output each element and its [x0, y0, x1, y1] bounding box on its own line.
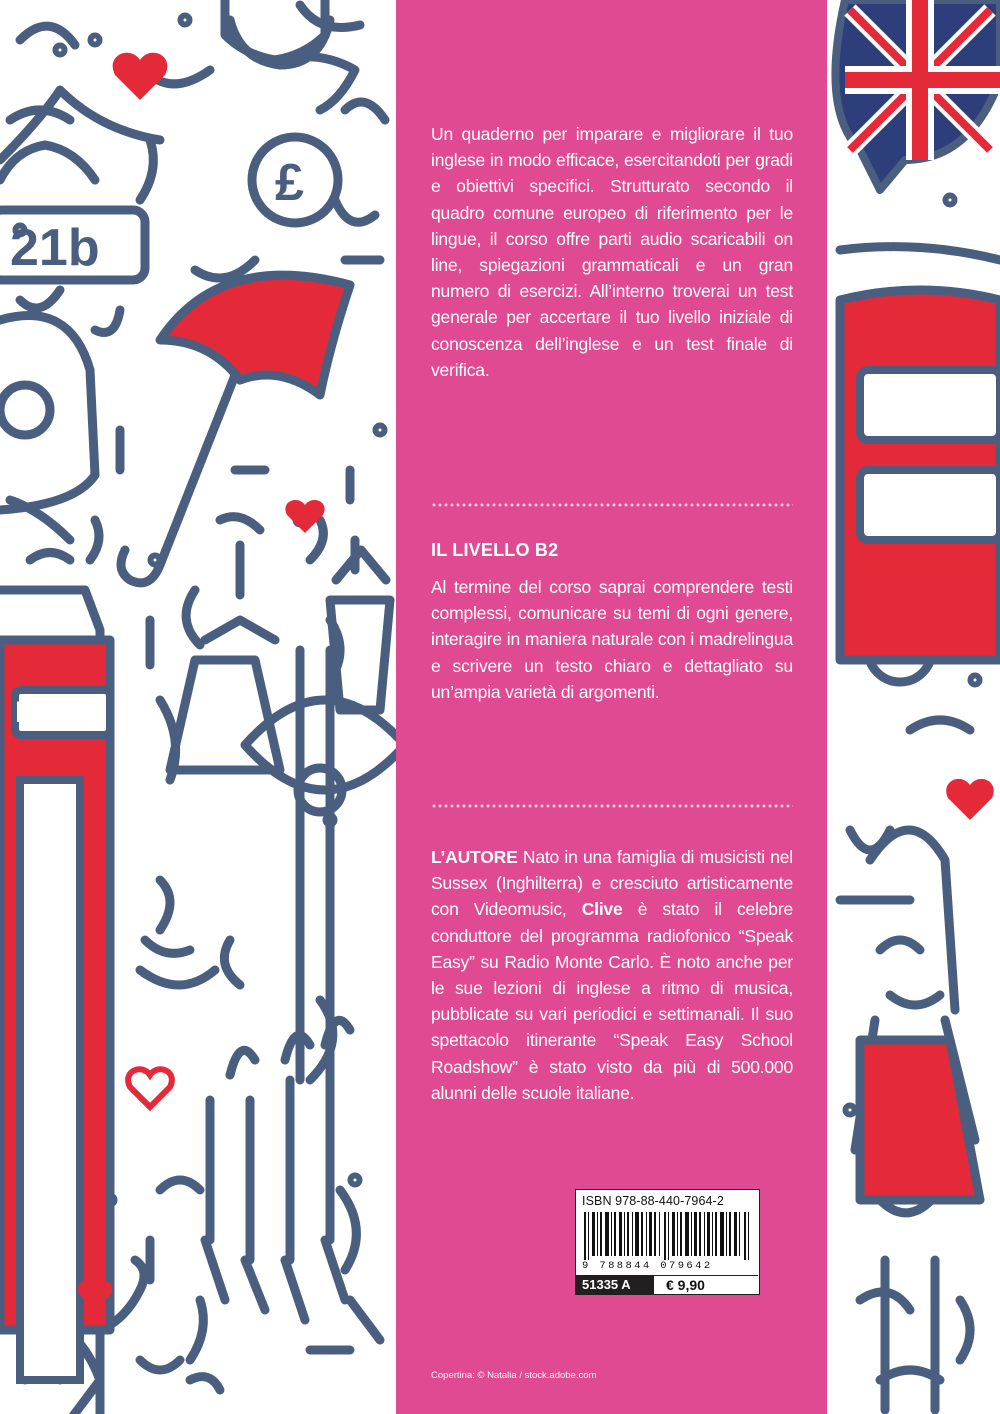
author-paragraph — [431, 844, 793, 1106]
coin-symbol: £ — [275, 154, 304, 212]
back-cover-panel — [396, 0, 827, 1414]
phone-sign-text: HONE — [15, 696, 102, 729]
author-text-before: Nato in una famiglia di musicisti nel Sussex (Inghilterra) e cresciuto artisticamente con Videomusic, — [431, 847, 793, 920]
cover-credit: Copertina: © Natalia / stock.adobe.com — [431, 1370, 597, 1381]
isbn-text: ISBN 978-88-440-7964-2 — [582, 1194, 724, 1208]
author-label: L’AUTORE — [431, 847, 518, 867]
dotted-divider — [431, 503, 793, 507]
address-sign-text: 21b — [10, 219, 100, 277]
barcode-digits: 9 788844 079642 — [582, 1260, 713, 1272]
level-paragraph: Al termine del corso saprai comprendere testi complessi, comunicare su temi di ogni genere, interagire in maniera naturale con i madrelingua e scrivere un testo chiaro e dettagliato su un’ampia varietà di argomenti. — [431, 577, 793, 702]
intro-paragraph: Un quaderno per imparare e migliorare il tuo inglese in modo efficace, esercitandoti per gradi e obiettivi specifici. Strutturato secondo il quadro comune europeo di riferimento per le lingue, il corso offre parti audio scaricabili on line, spiegazioni grammaticali e un gran numero di esercizi. All’interno troverai un test generale per accertare il tuo livello iniziale di conoscenza dell’inglese e un test finale di verifica. — [431, 124, 793, 380]
author-name: Clive — [581, 899, 623, 920]
level-heading: IL LIVELLO B2 — [431, 540, 559, 560]
price-label: € 9,90 — [666, 1277, 705, 1293]
barcode-icon — [582, 1212, 754, 1260]
price-row — [576, 1275, 758, 1294]
dotted-divider — [431, 804, 793, 808]
product-code: 51335 A — [576, 1276, 654, 1294]
barcode-box — [575, 1189, 760, 1295]
author-text-after: è stato il celebre conduttore del programma radiofonico “Speak Easy” su Radio Monte Carlo. È noto anche per le sue lezioni di inglese a ritmo di musica, pubblicate su vari periodici e settimanali. Il suo spettacolo itinerante “Speak Easy School Roadshow” è stato visto da più di 500.000 alunni delle scuole italiane. — [431, 899, 793, 1103]
